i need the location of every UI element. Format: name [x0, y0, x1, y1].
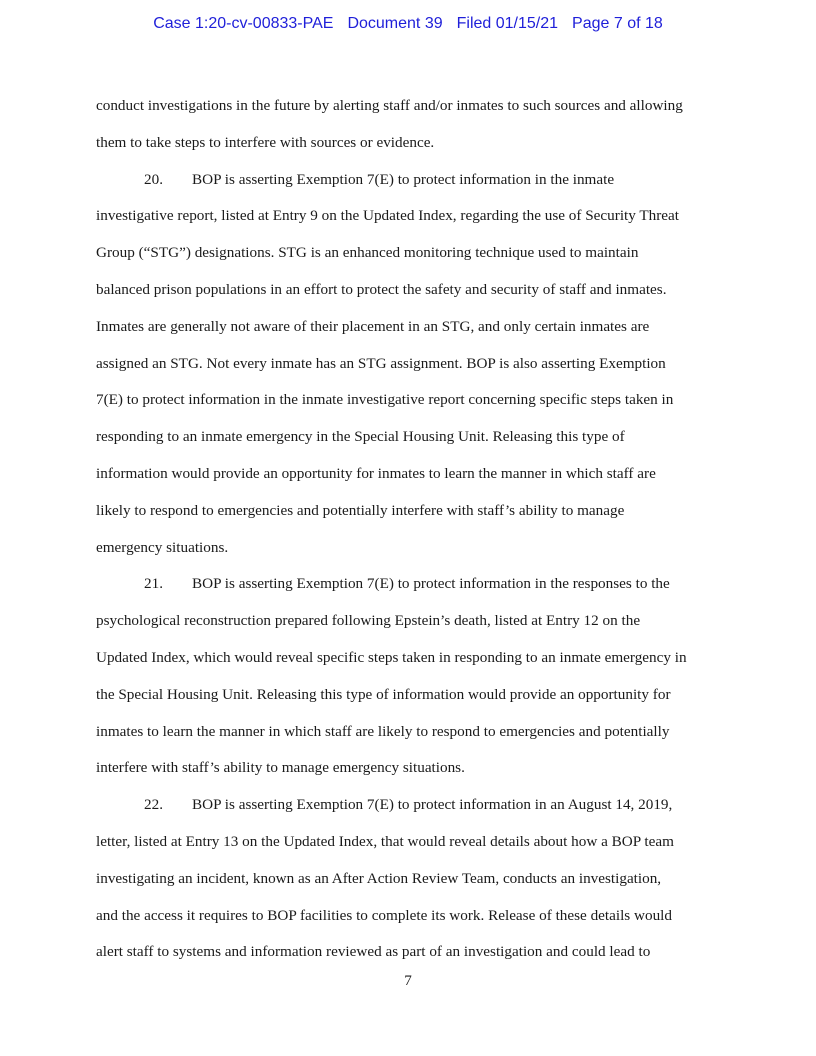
text-line: the Special Housing Unit. Releasing this type of information would provide an opportunity for	[96, 685, 671, 703]
paragraph-21-first-line	[96, 570, 732, 607]
text-line: and the access it requires to BOP facilities to complete its work. Release of these details would	[96, 906, 672, 924]
text-line: investigative report, listed at Entry 9 on the Updated Index, regarding the use of Security Threat	[96, 207, 679, 225]
text-line: BOP is asserting Exemption 7(E) to protect information in an August 14, 2019,	[192, 796, 673, 814]
text-line: inmates to learn the manner in which staff are likely to respond to emergencies and potentially	[96, 722, 670, 740]
paragraph-20-first-line	[96, 166, 732, 203]
text-line: investigating an incident, known as an After Action Review Team, conducts an investigation,	[96, 869, 662, 887]
paragraph-22-first-line	[96, 791, 732, 828]
text-line: BOP is asserting Exemption 7(E) to protect information in the inmate	[192, 170, 615, 188]
text-line: alert staff to systems and information reviewed as part of an investigation and could lead to	[96, 943, 651, 961]
paragraph-number: 21.	[144, 575, 163, 593]
text-line: Inmates are generally not aware of their placement in an STG, and only certain inmates are	[96, 317, 650, 335]
ecf-header	[0, 14, 816, 34]
text-line: them to take steps to interfere with sources or evidence.	[96, 133, 435, 151]
text-line: 7(E) to protect information in the inmate investigative report concerning specific steps taken in	[96, 391, 674, 409]
text-line: BOP is asserting Exemption 7(E) to protect information in the responses to the	[192, 575, 670, 593]
text-line: likely to respond to emergencies and potentially interfere with staff’s ability to manage	[96, 501, 625, 519]
text-line: emergency situations.	[96, 538, 229, 556]
text-line: responding to an inmate emergency in the Special Housing Unit. Releasing this type of	[96, 428, 625, 446]
text-line: Updated Index, which would reveal specific steps taken in responding to an inmate emergency in	[96, 648, 687, 666]
paragraph-number: 22.	[144, 796, 163, 814]
case-number: Case 1:20-cv-00833-PAE	[153, 15, 334, 32]
text-line: interfere with staff’s ability to manage emergency situations.	[96, 759, 465, 777]
text-line: assigned an STG. Not every inmate has an STG assignment. BOP is also asserting Exemption	[96, 354, 666, 372]
filed-date: Filed 01/15/21	[456, 15, 559, 32]
text-line: letter, listed at Entry 13 on the Updated Index, that would reveal details about how a BOP team	[96, 832, 674, 850]
page-indicator: Page 7 of 18	[572, 15, 663, 32]
page-number: 7	[404, 972, 412, 989]
document-body	[96, 92, 732, 975]
text-line: psychological reconstruction prepared following Epstein’s death, listed at Entry 12 on the	[96, 612, 641, 630]
document-number: Document 39	[347, 15, 443, 32]
text-line: Group (“STG”) designations. STG is an enhanced monitoring technique used to maintain	[96, 244, 639, 262]
text-line: information would provide an opportunity for inmates to learn the manner in which staff are	[96, 464, 656, 482]
paragraph-number: 20.	[144, 170, 163, 188]
text-line: conduct investigations in the future by alerting staff and/or inmates to such sources and allowing	[96, 97, 683, 114]
text-line: balanced prison populations in an effort to protect the safety and security of staff and inmates.	[96, 280, 667, 298]
